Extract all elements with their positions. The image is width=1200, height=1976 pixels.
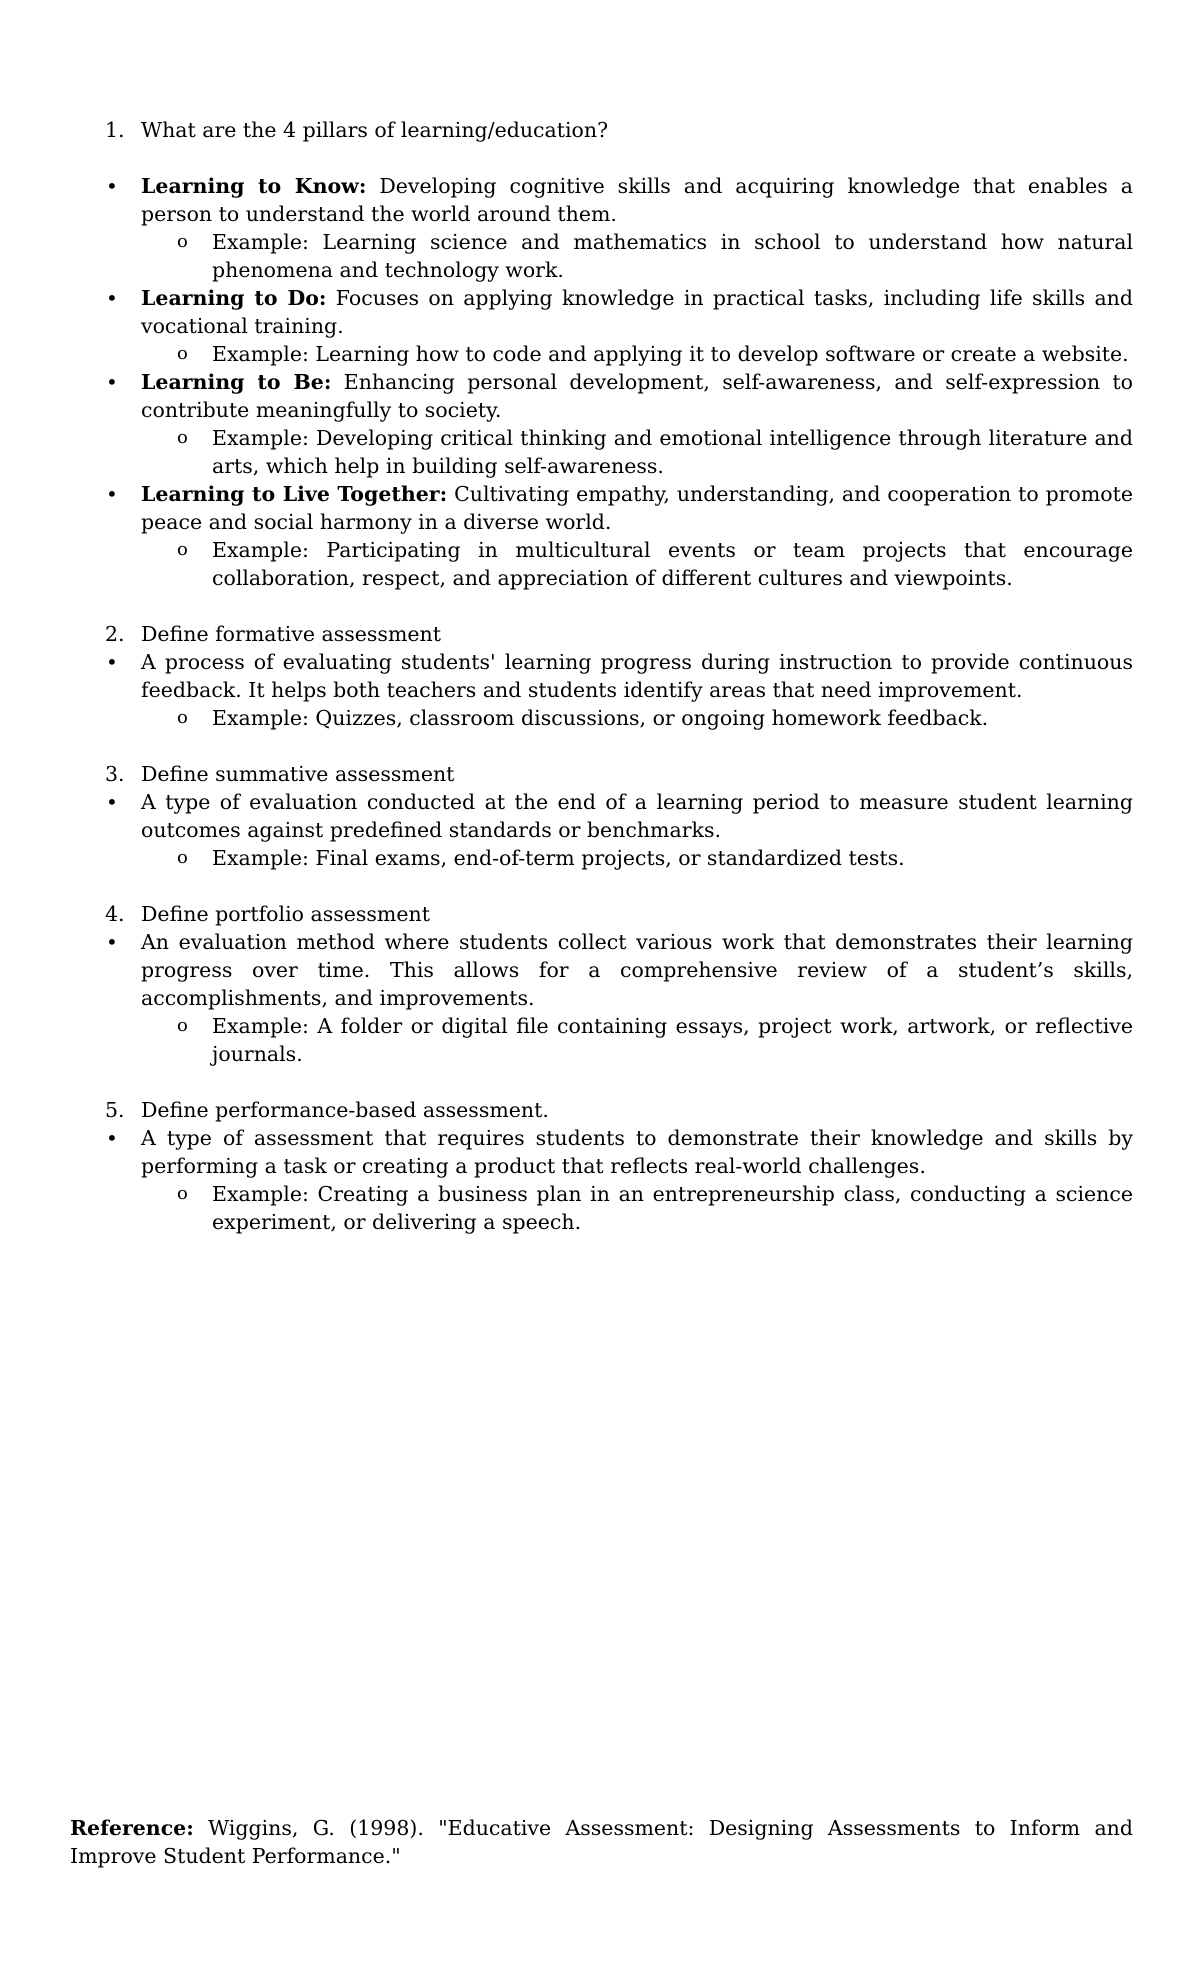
sub-bullet-icon: o — [177, 1015, 188, 1036]
example-text: Example: Participating in multicultural events or team projects that encourage collaboration, respect, and appreciation of different cultures and viewpoints. — [212, 538, 1133, 590]
sub-bullet-icon: o — [177, 1183, 188, 1204]
list-item — [70, 368, 1133, 424]
question-title: Define summative assessment — [141, 762, 455, 786]
list-item — [70, 928, 1133, 1012]
question-heading-3 — [70, 760, 1133, 788]
list-item — [70, 480, 1133, 536]
list-item — [70, 172, 1133, 228]
bullet-icon: • — [106, 1126, 118, 1150]
example-text: Example: Learning how to code and applying it to develop software or create a website. — [212, 342, 1129, 366]
example-text: Example: A folder or digital file containing essays, project work, artwork, or reflective journals. — [212, 1014, 1133, 1066]
example-item — [70, 228, 1133, 284]
question-number: 2. — [105, 622, 125, 646]
example-item — [70, 704, 1133, 732]
definition-text: A type of evaluation conducted at the end of a learning period to measure student learning outcomes against predefined standards or benchmarks. — [141, 790, 1133, 842]
sub-bullet-icon: o — [177, 343, 188, 364]
bullet-icon: • — [106, 482, 118, 506]
question-title: Define performance-based assessment. — [141, 1098, 549, 1122]
list-item — [70, 788, 1133, 844]
example-item — [70, 1012, 1133, 1068]
definition-text: A type of assessment that requires students to demonstrate their knowledge and skills by performing a task or creating a product that reflects real-world challenges. — [141, 1126, 1133, 1178]
sub-bullet-icon: o — [177, 847, 188, 868]
question-section-1 — [70, 116, 1133, 592]
example-item — [70, 340, 1133, 368]
question-number: 4. — [105, 902, 125, 926]
pillar-description: Focuses on applying knowledge in practical tasks, including life skills and vocational training. — [141, 286, 1133, 338]
question-title: Define portfolio assessment — [141, 902, 430, 926]
example-item — [70, 424, 1133, 480]
bullet-icon: • — [106, 370, 118, 394]
question-section-5 — [70, 1096, 1133, 1236]
question-section-3 — [70, 760, 1133, 872]
question-heading-5 — [70, 1096, 1133, 1124]
pillar-description: Enhancing personal development, self-awareness, and self-expression to contribute meaningfully to society. — [141, 370, 1133, 422]
bullet-icon: • — [106, 286, 118, 310]
question-number: 3. — [105, 762, 125, 786]
sub-bullet-icon: o — [177, 427, 188, 448]
reference-citation — [70, 1814, 1133, 1870]
example-item — [70, 1180, 1133, 1236]
question-section-4 — [70, 900, 1133, 1068]
bullet-icon: • — [106, 174, 118, 198]
pillar-description: Cultivating empathy, understanding, and cooperation to promote peace and social harmony in a diverse world. — [141, 482, 1134, 534]
example-text: Example: Quizzes, classroom discussions, or ongoing homework feedback. — [212, 706, 989, 730]
sub-bullet-icon: o — [177, 539, 188, 560]
reference-text: Wiggins, G. (1998). "Educative Assessment: Designing Assessments to Inform and Improve Student Performance." — [70, 1816, 1133, 1868]
question-number: 5. — [105, 1098, 125, 1122]
reference-label: Reference: — [70, 1816, 194, 1840]
question-title: What are the 4 pillars of learning/education? — [141, 118, 609, 142]
bullet-icon: • — [106, 650, 118, 674]
list-item — [70, 1124, 1133, 1180]
question-heading-1 — [70, 116, 1133, 144]
question-heading-2 — [70, 620, 1133, 648]
example-text: Example: Creating a business plan in an entrepreneurship class, conducting a science experiment, or delivering a speech. — [212, 1182, 1133, 1234]
example-item — [70, 536, 1133, 592]
pillar-name: Learning to Be: — [141, 370, 332, 394]
question-section-2 — [70, 620, 1133, 732]
sub-bullet-icon: o — [177, 707, 188, 728]
list-item — [70, 284, 1133, 340]
bullet-icon: • — [106, 930, 118, 954]
list-item — [70, 648, 1133, 704]
pillar-name: Learning to Know: — [141, 174, 367, 198]
question-number: 1. — [105, 118, 125, 142]
pillar-description: Developing cognitive skills and acquiring knowledge that enables a person to understand the world around them. — [141, 174, 1133, 226]
pillar-name: Learning to Live Together: — [141, 482, 448, 506]
definition-text: A process of evaluating students' learning progress during instruction to provide continuous feedback. It helps both teachers and students identify areas that need improvement. — [141, 650, 1133, 702]
bullet-icon: • — [106, 790, 118, 814]
definition-text: An evaluation method where students collect various work that demonstrates their learning progress over time. This allows for a comprehensive review of a student’s skills, accomplishments, and improvements. — [141, 930, 1133, 1010]
example-item — [70, 844, 1133, 872]
question-heading-4 — [70, 900, 1133, 928]
document-body — [70, 116, 1133, 1264]
example-text: Example: Final exams, end-of-term projects, or standardized tests. — [212, 846, 905, 870]
sub-bullet-icon: o — [177, 231, 188, 252]
pillar-name: Learning to Do: — [141, 286, 327, 310]
example-text: Example: Developing critical thinking and emotional intelligence through literature and arts, which help in building self-awareness. — [212, 426, 1133, 478]
example-text: Example: Learning science and mathematics in school to understand how natural phenomena and technology work. — [212, 230, 1133, 282]
question-title: Define formative assessment — [141, 622, 441, 646]
